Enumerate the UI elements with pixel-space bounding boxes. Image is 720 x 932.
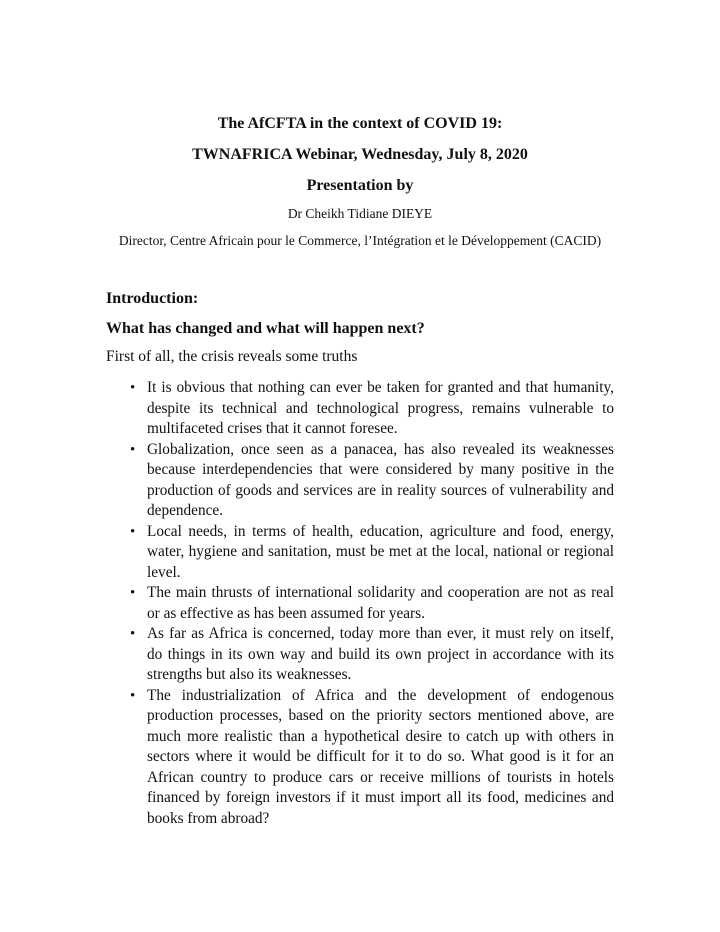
heading-introduction: Introduction: <box>106 290 199 307</box>
list-item <box>0 686 720 830</box>
bullet-icon: • <box>130 441 136 458</box>
list-item <box>0 624 720 686</box>
list-item-text: The main thrusts of international solidarity and cooperation are not as real or as effective as has been assumed for years. <box>147 584 614 622</box>
list-item <box>0 440 720 522</box>
document-title: The AfCFTA in the context of COVID 19: <box>217 115 503 132</box>
bullet-icon: • <box>130 626 136 642</box>
presentation-by: Presentation by <box>306 177 414 194</box>
list-item-text: It is obvious that nothing can ever be taken for granted and that humanity, despite its technical and technological progress, remains vulnerable to multifaceted crises that it cannot foresee. <box>147 379 614 437</box>
event-line: TWNAFRICA Webinar, Wednesday, July 8, 2020 <box>192 146 528 163</box>
list-item-text: Globalization, once seen as a panacea, has also revealed its weaknesses because interdependencies that were considered by many positive in the production of goods and services are in reality sources of vulnerability and dependence. <box>147 440 614 519</box>
list-item <box>0 378 720 440</box>
list-item-text: Local needs, in terms of health, education, agriculture and food, energy, water, hygiene and sanitation, must be met at the local, national or regional level. <box>147 522 614 581</box>
bullet-icon: • <box>130 523 136 540</box>
list-item-text: As far as Africa is concerned, today more than ever, it must rely on itself, do things in its own way and build its own project in accordance with its strengths but also its weaknesses. <box>147 625 614 683</box>
bullet-icon: • <box>130 687 136 704</box>
bullet-icon: • <box>130 380 136 396</box>
lead-paragraph: First of all, the crisis reveals some truths <box>106 348 358 365</box>
author-name: Dr Cheikh Tidiane DIEYE <box>287 206 433 221</box>
heading-what-changed: What has changed and what will happen next? <box>106 320 425 337</box>
list-item <box>0 583 720 624</box>
list-item-text: The industrialization of Africa and the development of endogenous production processes, based on the priority sectors mentioned above, are much more realistic than a hypothetical desire to catch up with others in sectors where it would be difficult for it to do so. What good is it for an African country to produce cars or receive millions of tourists in hotels financed by foreign investors if it must import all its food, medicines and books from abroad? <box>147 686 614 827</box>
list-item <box>0 522 720 584</box>
author-affiliation: Director, Centre Africain pour le Commerce, l’Intégration et le Développement (CACID) <box>118 233 602 248</box>
bullet-icon: • <box>130 585 136 601</box>
truths-list <box>0 378 720 829</box>
